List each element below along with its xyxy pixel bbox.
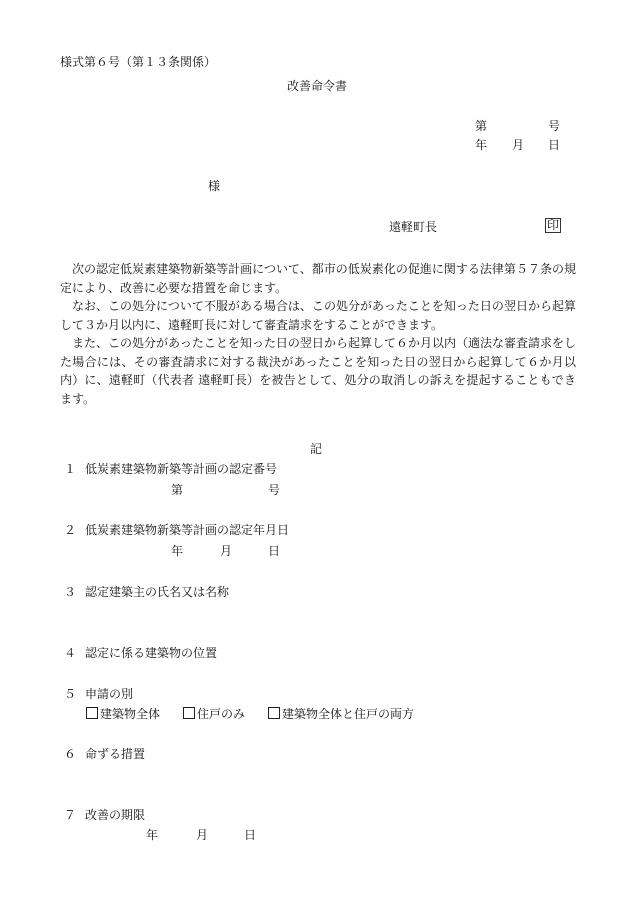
item2-number: ２ (64, 523, 77, 537)
checkbox-whole-building[interactable] (86, 707, 98, 719)
body-paragraph-3: また、この処分があったことを知った日の翌日から起算して６か月以内（適法な審査請求をした場合には、その審査請求に対する裁決があったことを知った日の翌日から起算して６か月以内）に、遠軽町（代表者 遠軽町長）を被告として、処分の取消しの訴えを提起することもできます。 (60, 336, 576, 406)
item2-label: 低炭素建築物新築等計画の認定年月日 (85, 523, 290, 537)
option-both-label: 建築物全体と住戸の両方 (282, 707, 415, 721)
item1-label: 低炭素建築物新築等計画の認定番号 (85, 462, 278, 476)
item1-prefix: 第 (171, 483, 184, 497)
item2-year: 年 (171, 544, 184, 558)
item6-label: 命ずる措置 (85, 747, 146, 761)
body-paragraph-2: なお、この処分について不服がある場合は、この処分があったことを知った日の翌日から起算して３か月以内に、遠軽町長に対して審査請求をすることができます。 (60, 299, 576, 332)
item7-year: 年 (146, 828, 159, 842)
seal-text: 印 (547, 218, 560, 232)
option-unit-only-label: 住戸のみ (197, 707, 246, 721)
doc-number-suffix: 号 (548, 119, 561, 133)
item5-label: 申請の別 (85, 687, 134, 701)
item7-label: 改善の期限 (85, 808, 146, 822)
checkbox-both[interactable] (268, 707, 280, 719)
doc-number-prefix: 第 (475, 119, 488, 133)
item7-month: 月 (196, 828, 209, 842)
item7-day: 日 (244, 828, 257, 842)
item6-number: ６ (64, 747, 77, 761)
item5-number: ５ (64, 687, 77, 701)
item2-day: 日 (268, 544, 281, 558)
body-paragraph-1: 次の認定低炭素建築物新築等計画について、都市の低炭素化の促進に関する法律第５７条の規定により、改善に必要な措置を命じます。 (60, 262, 576, 295)
recipient-honorific: 様 (208, 179, 221, 193)
item1-suffix: 号 (268, 483, 281, 497)
issuer-name: 遠軽町長 (389, 220, 438, 234)
record-mark: 記 (310, 442, 323, 456)
item4-number: ４ (64, 646, 77, 660)
doc-date-month: 月 (512, 138, 525, 152)
checkbox-unit-only[interactable] (183, 707, 195, 719)
option-whole-building-label: 建築物全体 (100, 707, 161, 721)
item4-label: 認定に係る建築物の位置 (85, 646, 218, 660)
doc-date-year: 年 (475, 138, 488, 152)
option-whole-building[interactable] (86, 707, 160, 721)
document-title: 改善命令書 (287, 79, 348, 93)
seal-mark (545, 218, 561, 233)
item3-label: 認定建築主の氏名又は名称 (85, 585, 230, 599)
item1-number: １ (64, 462, 77, 476)
item7-number: ７ (64, 808, 77, 822)
option-both[interactable] (268, 707, 414, 721)
option-unit-only[interactable] (183, 707, 245, 721)
item3-number: ３ (64, 585, 77, 599)
form-number: 様式第６号（第１３条関係） (60, 55, 217, 69)
doc-date-day: 日 (548, 138, 561, 152)
item2-month: 月 (220, 544, 233, 558)
